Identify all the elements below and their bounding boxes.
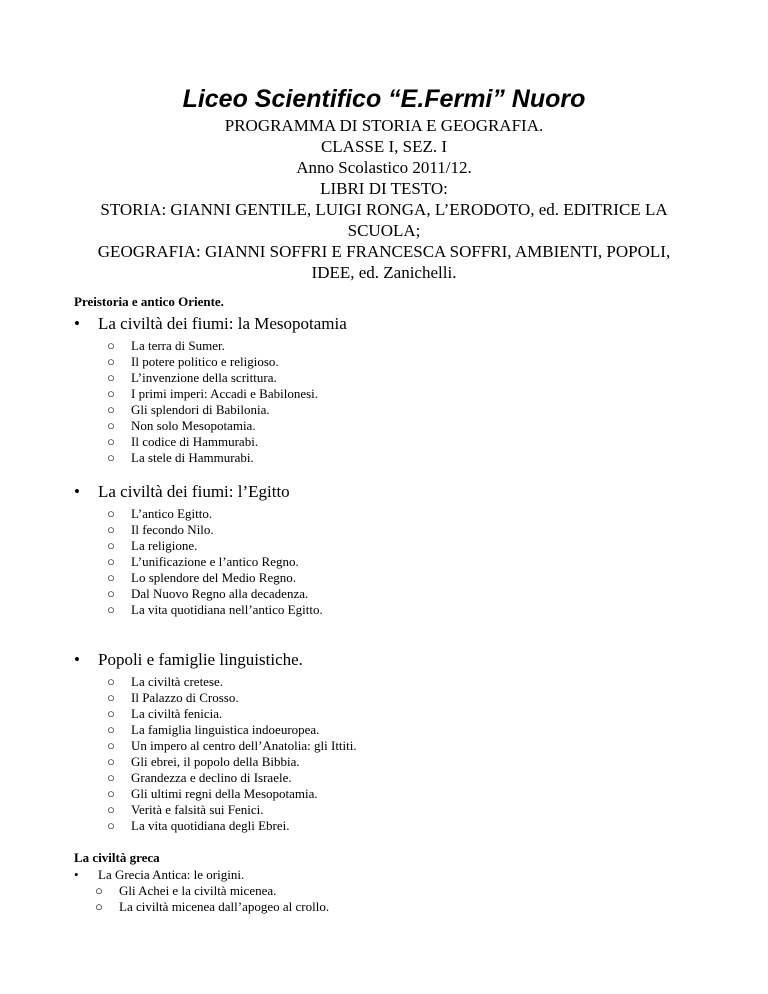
header-line-storia-book-cont: SCUOLA; [347,221,421,240]
list-item: ○ Gli splendori di Babilonia. [107,402,270,417]
circle-bullet-icon: ○ [107,786,115,801]
list-item: ○ La civiltà fenicia. [107,706,223,721]
list-item: ○ Verità e falsità sui Fenici. [107,802,264,817]
subtopic-list-popoli [107,674,714,834]
circle-bullet-icon: ○ [107,754,115,769]
list-item: ○ Lo splendore del Medio Regno. [107,570,296,585]
circle-bullet-icon: ○ [107,338,115,353]
bullet-icon: • [74,482,80,501]
circle-bullet-icon: ○ [107,722,115,737]
topic-title: La civiltà dei fiumi: l’Egitto [98,482,290,501]
circle-bullet-icon: ○ [107,418,115,433]
list-item: ○ La vita quotidiana degli Ebrei. [107,818,290,833]
list-item: ○ Gli ebrei, il popolo della Bibbia. [107,754,300,769]
subtopic-list-grecia [95,883,714,915]
circle-bullet-icon: ○ [107,506,115,521]
bullet-icon: • [74,314,80,333]
circle-bullet-icon: ○ [95,899,103,914]
header-line-geografia-book: GEOGRAFIA: GIANNI SOFFRI E FRANCESCA SOFFRI, AMBIENTI, POPOLI, [97,242,671,261]
circle-bullet-icon: ○ [107,586,115,601]
circle-bullet-icon: ○ [107,402,115,417]
header-line-year: Anno Scolastico 2011/12. [296,158,472,177]
topic-title: Popoli e famiglie linguistiche. [98,650,303,669]
list-item: ○ La vita quotidiana nell’antico Egitto. [107,602,323,617]
list-item: ○ Il fecondo Nilo. [107,522,214,537]
list-item: ○ La civiltà cretese. [107,674,224,689]
program-content [74,294,714,915]
circle-bullet-icon: ○ [107,690,115,705]
list-item: ○ La famiglia linguistica indoeuropea. [107,722,320,737]
section-heading-greca: La civiltà greca [74,850,160,865]
subtopic-list-mesopotamia [107,338,714,466]
list-item: ○ I primi imperi: Accadi e Babilonesi. [107,386,319,401]
list-item: ○ Grandezza e declino di Israele. [107,770,292,785]
circle-bullet-icon: ○ [107,434,115,449]
topic-egitto [74,482,714,502]
circle-bullet-icon: ○ [107,706,115,721]
list-item: ○ Il Palazzo di Crosso. [107,690,239,705]
subtopic-list-egitto [107,506,714,618]
header-line-program: PROGRAMMA DI STORIA E GEOGRAFIA. [224,116,544,135]
document-header [0,84,768,283]
topic-mesopotamia [74,314,714,334]
list-item: ○ Non solo Mesopotamia. [107,418,256,433]
topic-title: La civiltà dei fiumi: la Mesopotamia [98,314,347,333]
circle-bullet-icon: ○ [107,386,115,401]
circle-bullet-icon: ○ [107,602,115,617]
list-item: ○ Gli Achei e la civiltà micenea. [95,883,277,898]
circle-bullet-icon: ○ [107,770,115,785]
list-item: ○ L’antico Egitto. [107,506,213,521]
circle-bullet-icon: ○ [107,818,115,833]
bullet-icon: • [74,650,80,669]
circle-bullet-icon: ○ [107,554,115,569]
list-item: ○ La civiltà micenea dall’apogeo al crollo. [95,899,330,914]
circle-bullet-icon: ○ [107,802,115,817]
header-line-storia-book: STORIA: GIANNI GENTILE, LUIGI RONGA, L’ERODOTO, ed. EDITRICE LA [100,200,668,219]
circle-bullet-icon: ○ [107,738,115,753]
header-line-geografia-book-cont: IDEE, ed. Zanichelli. [311,263,457,282]
circle-bullet-icon: ○ [107,354,115,369]
list-item: ○ Il codice di Hammurabi. [107,434,259,449]
topic-popoli [74,650,714,670]
list-item: ○ L’invenzione della scrittura. [107,370,277,385]
list-item: ○ La stele di Hammurabi. [107,450,254,465]
list-item: ○ La terra di Sumer. [107,338,225,353]
topic-title: La Grecia Antica: le origini. [98,867,245,882]
circle-bullet-icon: ○ [107,570,115,585]
school-title: Liceo Scientifico “E.Fermi” Nuoro [182,85,586,113]
circle-bullet-icon: ○ [107,450,115,465]
circle-bullet-icon: ○ [95,883,103,898]
list-item: ○ Un impero al centro dell’Anatolia: gli Ittiti. [107,738,357,753]
header-line-class: CLASSE I, SEZ. I [320,137,448,156]
circle-bullet-icon: ○ [107,522,115,537]
circle-bullet-icon: ○ [107,674,115,689]
list-item: ○ La religione. [107,538,198,553]
list-item: ○ Gli ultimi regni della Mesopotamia. [107,786,318,801]
circle-bullet-icon: ○ [107,370,115,385]
list-item: ○ L’unificazione e l’antico Regno. [107,554,299,569]
list-item: ○ Il potere politico e religioso. [107,354,279,369]
section-heading-preistoria: Preistoria e antico Oriente. [74,294,224,309]
circle-bullet-icon: ○ [107,538,115,553]
topic-grecia-origini [74,867,714,883]
bullet-icon: • [74,867,79,882]
list-item: ○ Dal Nuovo Regno alla decadenza. [107,586,309,601]
header-line-textbooks: LIBRI DI TESTO: [320,179,448,198]
